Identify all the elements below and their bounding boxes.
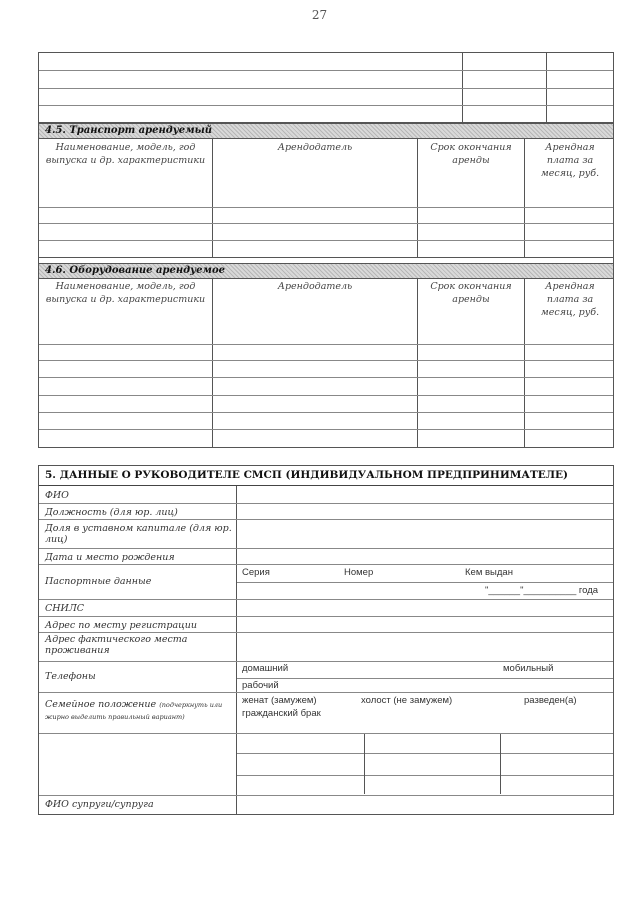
section-5-table [38, 465, 614, 815]
phone-work-label: рабочий [242, 680, 279, 691]
family-option-divorced[interactable]: разведен(а) [524, 695, 577, 706]
family-option-single[interactable]: холост (не замужем) [361, 695, 453, 706]
phone-mobile-label: мобильный [503, 663, 554, 674]
position-label: Должность (для юр. лиц) [45, 507, 178, 518]
phone-home-label: домашний [242, 663, 289, 674]
actual-address-label: Адрес фактического места проживания [45, 634, 188, 656]
family-option-civil[interactable]: гражданский брак [242, 708, 321, 719]
continuation-table [38, 52, 614, 123]
family-label-note: (подчеркнуть или жирно выделить правильный вариант) [45, 701, 223, 721]
share-label: Доля в уставном капитале (для юр. лиц) [45, 523, 232, 545]
spouse-label: ФИО супруги/супруга [45, 799, 154, 810]
section-4-6-title: 4.6. Оборудование арендуемое [45, 265, 225, 276]
section-4-5-table [38, 123, 614, 258]
section-5-title: 5. ДАННЫЕ О РУКОВОДИТЕЛЕ СМСП (ИНДИВИДУАЛЬНОМ ПРЕДПРИНИМАТЕЛЕ) [45, 469, 569, 481]
column-header-lessor: Арендодатель [277, 142, 353, 153]
birth-label: Дата и место рождения [45, 552, 175, 563]
passport-number-label: Номер [344, 567, 374, 578]
column-header-term: Срок окончания аренды [430, 281, 512, 305]
family-option-married[interactable]: женат (замужем) [242, 695, 317, 706]
passport-series-label: Серия [242, 567, 270, 578]
column-header-term: Срок окончания аренды [430, 142, 512, 166]
column-header-rent: Арендная плата за месяц, руб. [540, 281, 600, 318]
page-number: 27 [311, 8, 328, 22]
column-header-name: Наименование, модель, год выпуска и др. характеристики [45, 142, 206, 166]
fio-label: ФИО [45, 490, 69, 501]
phones-label: Телефоны [45, 671, 96, 682]
column-header-rent: Арендная плата за месяц, руб. [540, 142, 600, 179]
snils-label: СНИЛС [45, 603, 85, 614]
passport-issued-label: Кем выдан [465, 567, 513, 578]
column-header-lessor: Арендодатель [277, 281, 353, 292]
column-header-name: Наименование, модель, год выпуска и др. характеристики [45, 281, 206, 305]
section-4-6-table [38, 258, 614, 448]
section-4-5-title: 4.5. Транспорт арендуемый [45, 125, 213, 136]
family-label [45, 699, 235, 723]
reg-address-label: Адрес по месту регистрации [45, 620, 198, 631]
passport-label: Паспортные данные [45, 576, 152, 587]
family-label-text: Семейное положение [45, 699, 157, 710]
passport-date-line: "______"__________ года [485, 585, 599, 596]
